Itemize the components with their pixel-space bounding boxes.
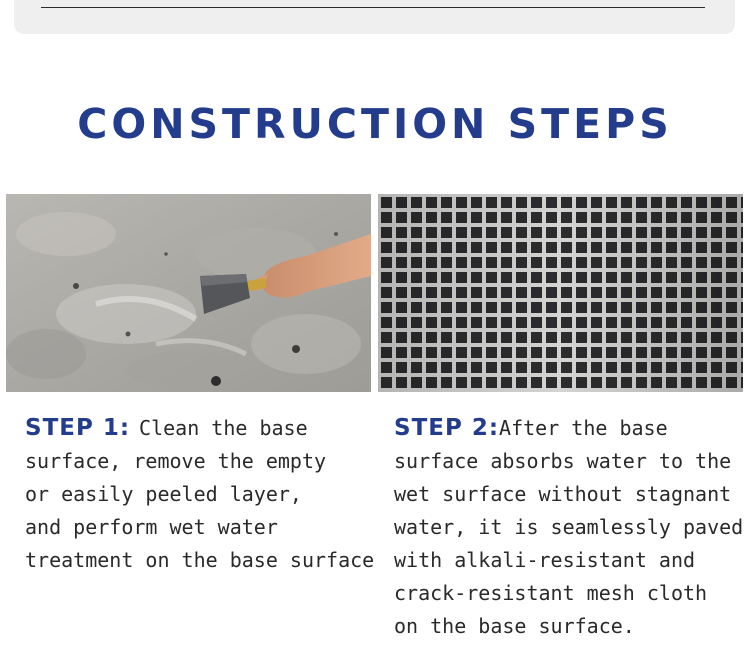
step-1-label: STEP 1: bbox=[25, 415, 140, 441]
step-2-description bbox=[394, 412, 746, 643]
step-2-photo bbox=[378, 194, 743, 392]
step-2-text: After the base surface absorbs water to the wet surface without stagnant water, it is seamlessly paved with alkali-resistant and crack-resistant mesh cloth on the base surface. bbox=[394, 416, 744, 638]
top-card bbox=[14, 0, 735, 34]
step-1-description bbox=[25, 412, 380, 577]
divider-line bbox=[41, 7, 705, 8]
step-2-label: STEP 2: bbox=[394, 415, 500, 441]
step-1-photo bbox=[6, 194, 371, 392]
step-1-text: Clean the base surface, remove the empty or easily peeled layer, and perform wet water treatment on the base surface bbox=[25, 416, 375, 572]
section-title: CONSTRUCTION STEPS bbox=[77, 100, 673, 148]
